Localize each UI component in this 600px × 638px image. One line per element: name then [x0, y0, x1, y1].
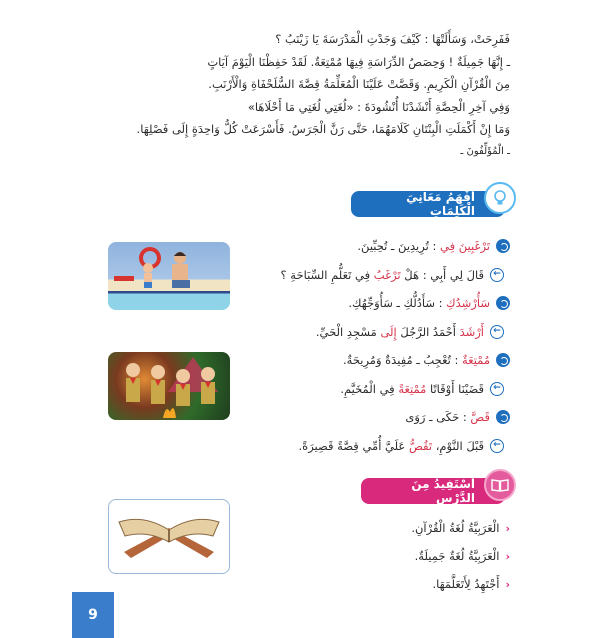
example-text: مَسْجِدِ الْحَيِّ.	[315, 324, 381, 339]
vocab-title-text: أَفْهَمُ مَعَانِيَ الْكَلِمَاتِ	[406, 190, 475, 218]
pool-illustration	[108, 242, 230, 310]
story-text	[90, 28, 510, 163]
vocab-word-row	[210, 289, 510, 318]
lesson-title-text: أَسْتَفِيدُ مِنَ الدَّرْسِ	[411, 477, 475, 505]
story-line: فَفَرِحَتْ، وَسَأَلَتْهَا : كَيْفَ وَجَدْتِ الْمَدْرَسَةَ يَا زَيْنَبُ ؟	[275, 32, 510, 46]
lesson-item	[310, 514, 510, 542]
vocab-list	[210, 232, 510, 460]
example-highlight: أَرْشَدَ	[459, 324, 484, 339]
vocab-example-row	[210, 261, 510, 290]
arrow-left-circle-icon: ←	[490, 268, 504, 282]
lesson-text: الْعَرَبِيَّةُ لُغَةُ الْقُرْآنِ.	[411, 521, 500, 535]
story-line: ـ إِنَّهَا جَمِيلَةٌ ! وَحِصَصُ الدِّرَاسَةِ فِيهَا مُمْتِعَةٌ. لَقَدْ حَفِظْنَا الْيَوْمَ آيَاتٍ	[207, 54, 510, 69]
vocab-meaning: تُرِيدِينَ ـ تُحِبِّينَ.	[357, 239, 429, 254]
vocab-word-row	[210, 346, 510, 375]
example-text: عَلَيَّ أُمِّي قِصَّةً قَصِيرَةً.	[298, 438, 409, 453]
lightbulb-icon	[484, 182, 516, 214]
example-highlight: تَقُصُّ	[408, 438, 433, 453]
campfire-illustration	[108, 352, 230, 420]
vocab-meaning: حَكَى ـ رَوَى	[405, 410, 460, 425]
arrow-left-circle-icon: ←	[490, 439, 504, 453]
arrow-left-circle-icon: ←	[490, 382, 504, 396]
lesson-text: أَجْتَهِدُ لِأَتَعَلَّمَهَا.	[432, 577, 500, 591]
vocab-word: تَرْغَبِينَ فِي	[440, 239, 490, 254]
example-text: قَضَيْنَا أَوْقَاتًا	[426, 381, 484, 396]
vocab-word-row	[210, 232, 510, 261]
vocab-word: قَصَّ	[470, 410, 490, 425]
vocab-section-title	[351, 191, 505, 217]
refresh-circle-icon	[496, 296, 510, 310]
separator: :	[450, 353, 462, 368]
vocab-example-row	[210, 318, 510, 347]
separator: :	[459, 410, 471, 425]
chevron-left-icon: ‹	[505, 521, 510, 535]
refresh-circle-icon	[496, 410, 510, 424]
separator: :	[428, 239, 440, 254]
separator: :	[434, 296, 447, 311]
refresh-circle-icon	[496, 353, 510, 367]
page-number: 9	[72, 592, 114, 638]
lesson-item	[310, 542, 510, 570]
open-book-icon	[484, 469, 516, 501]
example-highlight: تَرْغَبُ	[373, 267, 401, 282]
example-text: فِي	[355, 267, 374, 282]
example-highlight: إِلَى	[380, 324, 397, 339]
story-author: ـ الْمُؤَلِّفُونَ ـ	[460, 145, 510, 157]
story-line: وَفِي آخِرِ الْحِصَّةِ أَنْشَدْنَا أُنْشُودَةَ : «لُغَتِي لُغَتِي مَا أَحْلَاهَا»	[247, 99, 510, 114]
example-text: أَحْمَدُ الرَّجُلَ	[396, 324, 460, 339]
vocab-word: مُمْتِعَةٌ	[462, 353, 490, 368]
chevron-left-icon: ‹	[505, 577, 510, 591]
lesson-list	[310, 514, 510, 598]
refresh-circle-icon	[496, 239, 510, 253]
lesson-text: الْعَرَبِيَّةُ لُغَةٌ جَمِيلَةٌ.	[414, 549, 500, 563]
example-text: قَالَ لِي أَبِي : هَلْ	[400, 267, 484, 282]
story-line: وَمَا إِنْ أَكْمَلَتِ الْبِنْتَانِ كَلَامَهُمَا، حَتَّى رَنَّ الْجَرَسُ. فَأَسْرَعَتْ كُلُّ وَاحِدَةٍ إِلَى فَصْلِهَا.	[136, 122, 510, 136]
vocab-word: سَأُرْشِدُكِ	[446, 296, 490, 311]
book-stand-illustration	[108, 499, 230, 574]
vocab-word-row	[210, 403, 510, 432]
vocab-example-row	[210, 432, 510, 461]
example-text: تَعَلُّمِ السِّبَاحَةِ ؟	[280, 267, 356, 282]
chevron-left-icon: ‹	[505, 549, 510, 563]
arrow-left-circle-icon: ←	[490, 325, 504, 339]
vocab-example-row	[210, 375, 510, 404]
example-text: فِي الْمُخَيَّمِ.	[340, 381, 399, 396]
vocab-meaning: سَأَدُلُّكِ ـ سَأُوَجِّهُكِ.	[348, 296, 435, 311]
example-text: قَبْلَ النَّوْمِ،	[432, 438, 484, 453]
example-highlight: مُمْتِعَةً	[398, 381, 427, 396]
lesson-item	[310, 570, 510, 598]
story-line: مِنَ الْقُرْآنِ الْكَرِيمِ. وَقَصَّتْ عَلَيْنَا الْمُعَلِّمَةُ قِصَّةَ السُّلَحْفَاةِ وَالْأَرْنَبِ.	[208, 77, 510, 91]
vocab-meaning: تُعْجِبُ ـ مُفِيدَةٌ وَمُرِيحَةٌ.	[343, 353, 451, 368]
